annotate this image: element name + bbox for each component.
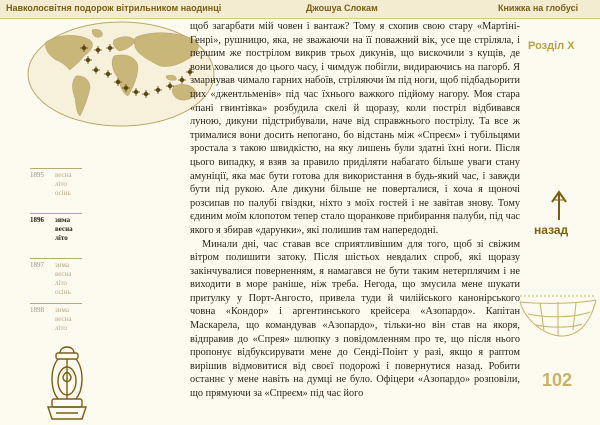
page-number: 102: [542, 370, 573, 390]
paragraph-1: щоб загарбати мій човен і вантаж? Тому я схопив свою стару «Мартіні-Генрі», рушницю, яка, не зважаючи на її поважний вік, усе ще стріляла, і першим же пострілом викрив трьох дикунів, що вискочили з кущів, де вони ховалися до цього часу, і чимдуж побігли, видираючись на пагорб. Я змарнував чимало гарних набоїв, стріляючи їм під ноги, щоб підбадьорити цих «джентльменів» під час їхнього важкого підйому нагору. Моя стара «пані гвинтівка» розбудила скелі й щоразу, коли постріл відбивався луною, дикуни підстрибували, наче від справжнього пострілу. Та все ж трималися вони досить непогано, бо відстань між «Спреєм» і тубільцями зростала з такою швидкістю, на яку лишень були здатні їхні ноги. Після цього випадку, я взяв за правило приділяти набагато більше уваги стану амуніції, яка має бути готова для використання в будь-який час, і завжди бути під рукою. Але дикуни більше не поверталися, і хоча я щоночі розсипав по палубі гвіздки, ніхто з моїх гостей і не завітав знову. Тому єдиним моїм клопотом тепер стало щоранкове прибирання палуби, під час якого я збирав «дарунки», які полишив там напередодні.: [190, 21, 520, 236]
timeline-season: весна: [55, 171, 72, 179]
timeline-season: весна: [55, 270, 72, 278]
app-name: Книжка на глобусі: [498, 3, 579, 13]
timeline-year[interactable]: [30, 213, 82, 258]
timeline-season: літо: [55, 279, 67, 287]
body-text: [190, 20, 520, 401]
timeline-seasons: [55, 171, 72, 198]
timeline-year-label: 1898: [30, 306, 44, 314]
author-name: Джошуа Слокам: [306, 3, 378, 13]
book-title: Навколосвітня подорож вітрильником наодинці: [6, 3, 222, 13]
timeline-season: літо: [55, 180, 67, 188]
timeline-season: зима: [55, 306, 69, 314]
timeline-seasons: [55, 216, 73, 243]
chapter-label: Розділ X: [528, 40, 575, 52]
paragraph-2: Минали дні, час ставав все сприятливішим для того, щоб зі свіжим вітром полишити затоку. Після шістьох невдалих спроб, які щоразу закінчувалися поверненням, я намагався не бути таким нетерплячим і не виходити в море раніше, ніж треба. Негода, що змусила мене шукати притулку у Порт-Ангосто, привела туди й чилійського канонірського човна «Кондор» і аргентинського крейсера «Азопардо». Капітан Маскарела, що командував «Азопардо», тільки-но він став на якоря, відправив до «Спрея» шлюпку з повідомленням про те, що після нього пропонує відбуксирувати мене до Сенді-Поінт у разі, якщо я раптом вирішив відмовитися від своєї подорожі і повернутися назад. Робити останнє у мене навіть на думці не було. Офіцери «Азопардо» розповіли, що прямуючи за «Спреєм» під час його: [190, 238, 520, 400]
ship-illustration: [516, 292, 600, 347]
timeline-year-label: 1896: [30, 216, 44, 224]
timeline-season: весна: [55, 315, 72, 323]
timeline-season: осінь: [55, 288, 71, 296]
timeline-season: літо: [55, 324, 67, 332]
timeline-season: літо: [55, 234, 68, 242]
timeline-season: зима: [55, 261, 69, 269]
timeline-year-label: 1897: [30, 261, 44, 269]
timeline-year[interactable]: [30, 303, 82, 348]
world-map[interactable]: [26, 20, 216, 128]
timeline-year[interactable]: [30, 258, 82, 303]
timeline-season: весна: [55, 225, 73, 233]
voyage-timeline: [30, 168, 82, 348]
timeline-seasons: [55, 306, 72, 333]
timeline-season: зима: [55, 216, 71, 224]
timeline-year-label: 1895: [30, 171, 44, 179]
timeline-seasons: [55, 261, 72, 297]
timeline-season: осінь: [55, 189, 71, 197]
header-bar: [0, 0, 600, 19]
back-button[interactable]: назад: [534, 223, 569, 237]
up-arrow-icon[interactable]: [534, 190, 584, 220]
lantern-illustration: [42, 343, 92, 423]
timeline-year[interactable]: [30, 168, 82, 213]
